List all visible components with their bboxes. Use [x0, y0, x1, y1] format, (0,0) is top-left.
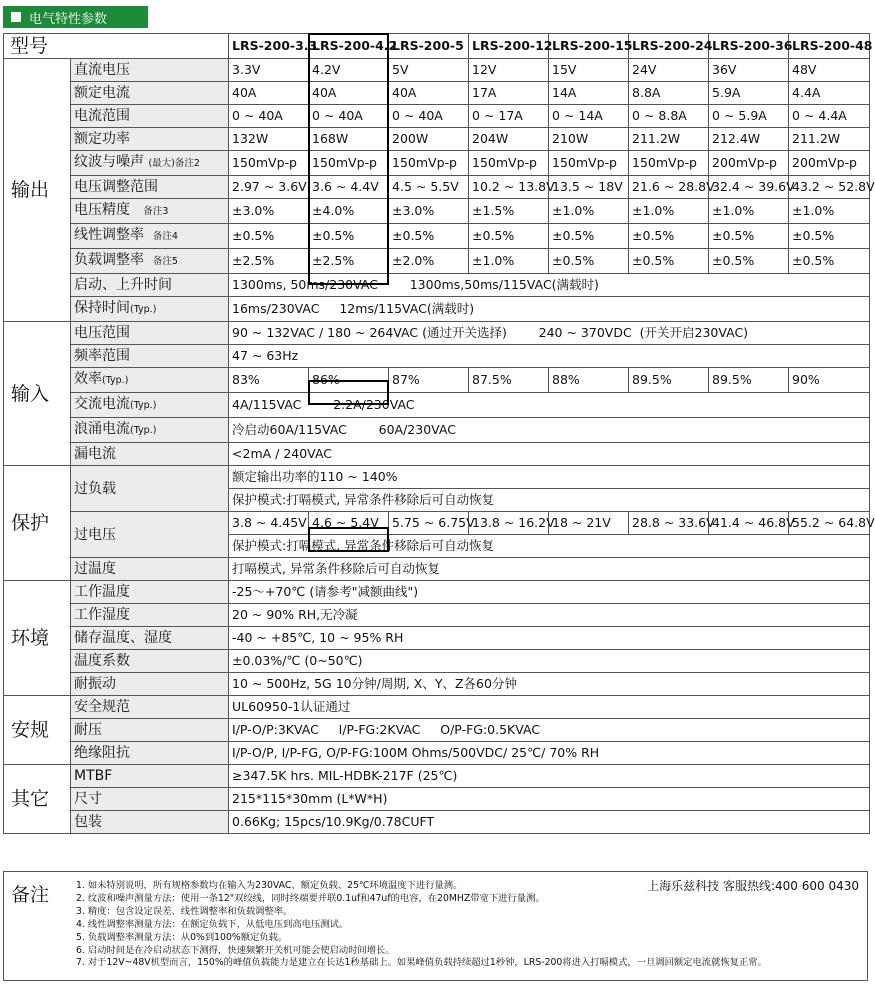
cell-value: ±2.5%	[229, 249, 309, 274]
row-label: 额定电流	[71, 82, 229, 105]
cell-value: 3.8 ~ 4.45V	[229, 512, 309, 535]
cell-value: 0 ~ 14A	[549, 105, 629, 128]
cell-value: I/P-O/P, I/P-FG, O/P-FG:100M Ohms/500VDC/ 25℃/ 70% RH	[229, 742, 870, 765]
cell-value: ±0.5%	[469, 224, 549, 249]
row-ac-current	[4, 393, 870, 418]
cell-value: 4.4A	[789, 82, 870, 105]
label-note: (Typ.)	[130, 304, 157, 315]
model-name: LRS-200-36	[709, 34, 789, 59]
row-frequency	[4, 345, 870, 368]
cell-value: <2mA / 240VAC	[229, 443, 870, 466]
cell-value: ±1.5%	[469, 199, 549, 224]
cell-value: 212.4W	[709, 128, 789, 151]
cell-value: ±0.03%/℃ (0~50℃)	[229, 650, 870, 673]
section-header	[3, 6, 148, 28]
cell-value: 41.4 ~ 46.8V	[709, 512, 789, 535]
row-label: 绝缘阻抗	[71, 742, 229, 765]
cell-value: 83%	[229, 368, 309, 393]
note-item: 7. 对于12V~48V机型而言，150%的峰值负载能力是建立在长达1秒基础上。如果峰值负载持续超过1秒钟，LRS-200将进入打嗝模式，一旦调回额定电流就恢复正常。	[76, 957, 767, 969]
note-item: 4. 线性调整率测量方法：在额定负载下，从低电压到高电压测试。	[76, 918, 349, 930]
row-label	[71, 297, 229, 322]
cell-value: ±0.5%	[229, 224, 309, 249]
cell-value: 保护模式:打嗝模式, 异常条件移除后可自动恢复	[229, 489, 870, 512]
cell-value: 额定输出功率的110 ~ 140%	[229, 466, 870, 489]
category-input: 输入	[4, 322, 71, 466]
row-inrush	[4, 418, 870, 443]
row-label: 启动、上升时间	[71, 274, 229, 297]
cell-value: 0 ~ 40A	[309, 105, 389, 128]
row-overvoltage-1	[4, 512, 870, 535]
cell-value: 200W	[389, 128, 469, 151]
cell-value: ±0.5%	[549, 249, 629, 274]
cell-value: ±0.5%	[789, 249, 870, 274]
cell-value: 47 ~ 63Hz	[229, 345, 870, 368]
row-label: 电流范围	[71, 105, 229, 128]
row-packing	[4, 811, 870, 834]
row-label: 频率范围	[71, 345, 229, 368]
label-text: 保持时间	[74, 300, 130, 316]
cell-value: 12V	[469, 59, 549, 82]
row-load-reg	[4, 249, 870, 274]
label-note: (最大)备注2	[148, 158, 200, 169]
cell-value: 150mVp-p	[469, 151, 549, 176]
row-withstand	[4, 719, 870, 742]
label-text: 交流电流	[74, 396, 130, 412]
cell-value: 13.8 ~ 16.2V	[469, 512, 549, 535]
row-setup-rise	[4, 274, 870, 297]
cell-value: 55.2 ~ 64.8V	[789, 512, 870, 535]
row-current-range	[4, 105, 870, 128]
row-overload-1	[4, 466, 870, 489]
cell-value: 88%	[549, 368, 629, 393]
cell-value: 5.9A	[709, 82, 789, 105]
cell-value: 0 ~ 8.8A	[629, 105, 709, 128]
cell-value: 89.5%	[629, 368, 709, 393]
label-note: (Typ.)	[130, 425, 157, 436]
cell-value: 21.6 ~ 28.8V	[629, 176, 709, 199]
cell-value: 保护模式:打嗝模式, 异常条件移除后可自动恢复	[229, 535, 870, 558]
cell-value: 1300ms, 50ms/230VAC 1300ms,50ms/115VAC(满载时)	[229, 274, 870, 297]
row-label	[71, 418, 229, 443]
row-working-humidity	[4, 604, 870, 627]
cell-value: ≥347.5K hrs. MIL-HDBK-217F (25℃)	[229, 765, 870, 788]
note-item: 2. 纹波和噪声测量方法：使用一条12"双绞线，同时终端要并联0.1uf和47uf的电容，在20MHZ带宽下进行量测。	[76, 892, 545, 904]
cell-value: 5.75 ~ 6.75V	[389, 512, 469, 535]
cell-value: 40A	[229, 82, 309, 105]
row-label	[71, 393, 229, 418]
cell-value: ±1.0%	[709, 199, 789, 224]
hotline: 上海乐兹科技 客服热线:400 600 0430	[647, 879, 859, 893]
cell-value: 211.2W	[629, 128, 709, 151]
row-label: MTBF	[71, 765, 229, 788]
cell-value: 4A/115VAC 2.2A/230VAC	[229, 393, 870, 418]
cell-value: 0 ~ 4.4A	[789, 105, 870, 128]
label-text: 电压精度	[74, 202, 130, 218]
cell-value: 48V	[789, 59, 870, 82]
cell-value: 打嗝模式, 异常条件移除后可自动恢复	[229, 558, 870, 581]
cell-value: 150mVp-p	[309, 151, 389, 176]
row-voltage-adj	[4, 176, 870, 199]
cell-value: 168W	[309, 128, 389, 151]
category-others: 其它	[4, 765, 71, 834]
model-name: LRS-200-48	[789, 34, 870, 59]
cell-value: 13.5 ~ 18V	[549, 176, 629, 199]
row-dc-voltage	[4, 59, 870, 82]
cell-value: 8.8A	[629, 82, 709, 105]
cell-value: UL60950-1认证通过	[229, 696, 870, 719]
cell-value: 10 ~ 500Hz, 5G 10分钟/周期, X、Y、Z各60分钟	[229, 673, 870, 696]
row-isolation	[4, 742, 870, 765]
model-name: LRS-200-15	[549, 34, 629, 59]
row-label: 安全规范	[71, 696, 229, 719]
row-label: 耐振动	[71, 673, 229, 696]
cell-value: 40A	[309, 82, 389, 105]
label-text: 负载调整率	[74, 252, 144, 268]
cell-value: 90%	[789, 368, 870, 393]
row-voltage-tol	[4, 199, 870, 224]
note-item: 3. 精度：包含设定误差、线性调整率和负载调整率。	[76, 905, 293, 917]
model-name: LRS-200-4.2	[309, 34, 389, 59]
note-item: 1. 如未特别说明，所有规格参数均在输入为230VAC、额定负载、25℃环境温度下进行量测。	[76, 880, 463, 891]
cell-value: ±0.5%	[629, 249, 709, 274]
category-environment: 环境	[4, 581, 71, 696]
notes-section	[3, 871, 868, 981]
model-name: LRS-200-3.3	[229, 34, 309, 59]
row-rated-power	[4, 128, 870, 151]
cell-value: ±0.5%	[389, 224, 469, 249]
cell-value: 150mVp-p	[549, 151, 629, 176]
cell-value: 89.5%	[709, 368, 789, 393]
row-input-voltage	[4, 322, 870, 345]
cell-value: ±0.5%	[709, 224, 789, 249]
cell-value: 90 ~ 132VAC / 180 ~ 264VAC (通过开关选择) 240 ~ 370VDC (开关开启230VAC)	[229, 322, 870, 345]
cell-value: 17A	[469, 82, 549, 105]
row-label	[71, 368, 229, 393]
cell-value: 200mVp-p	[709, 151, 789, 176]
cell-value: 132W	[229, 128, 309, 151]
category-output: 输出	[4, 59, 71, 322]
row-vibration	[4, 673, 870, 696]
row-label: 工作温度	[71, 581, 229, 604]
row-label: 过负载	[71, 466, 229, 512]
row-label	[71, 224, 229, 249]
category-notes: 备注	[11, 884, 50, 906]
cell-value: 16ms/230VAC 12ms/115VAC(满载时)	[229, 297, 870, 322]
model-name: LRS-200-12	[469, 34, 549, 59]
row-leakage	[4, 443, 870, 466]
row-label: 漏电流	[71, 443, 229, 466]
label-text: 效率	[74, 371, 102, 387]
row-label: 直流电压	[71, 59, 229, 82]
cell-value: 150mVp-p	[389, 151, 469, 176]
row-overtemp	[4, 558, 870, 581]
cell-value: 0 ~ 5.9A	[709, 105, 789, 128]
cell-value: 14A	[549, 82, 629, 105]
row-label: 过温度	[71, 558, 229, 581]
cell-value: 40A	[389, 82, 469, 105]
section-title: 电气特性参数	[29, 11, 108, 27]
label-note: 备注5	[152, 256, 178, 267]
cell-value: 0.66Kg; 15pcs/10.9Kg/0.78CUFT	[229, 811, 870, 834]
label-note: 备注4	[152, 231, 178, 242]
cell-value: 0 ~ 40A	[229, 105, 309, 128]
cell-value: ±3.0%	[389, 199, 469, 224]
cell-value: 200mVp-p	[789, 151, 870, 176]
cell-value: 5V	[389, 59, 469, 82]
row-label	[71, 249, 229, 274]
category-protection: 保护	[4, 466, 71, 581]
cell-value: ±2.0%	[389, 249, 469, 274]
row-label: 耐压	[71, 719, 229, 742]
row-label: 电压调整范围	[71, 176, 229, 199]
notes-list	[76, 880, 767, 970]
row-label: 工作湿度	[71, 604, 229, 627]
label-note: 备注3	[143, 206, 169, 217]
row-label: 储存温度、湿度	[71, 627, 229, 650]
row-label: 额定功率	[71, 128, 229, 151]
cell-value: 150mVp-p	[229, 151, 309, 176]
cell-value: 28.8 ~ 33.6V	[629, 512, 709, 535]
cell-value: 43.2 ~ 52.8V	[789, 176, 870, 199]
cell-value: 10.2 ~ 13.8V	[469, 176, 549, 199]
label-text: 纹波与噪声	[74, 154, 144, 170]
cell-value: 冷启动60A/115VAC 60A/230VAC	[229, 418, 870, 443]
row-rated-current	[4, 82, 870, 105]
cell-value: 215*115*30mm (L*W*H)	[229, 788, 870, 811]
cell-value: 32.4 ~ 39.6V	[709, 176, 789, 199]
cell-value: 87.5%	[469, 368, 549, 393]
cell-value: 86%	[309, 368, 389, 393]
model-name: LRS-200-5	[389, 34, 469, 59]
cell-value: ±2.5%	[309, 249, 389, 274]
category-safety: 安规	[4, 696, 71, 765]
row-storage	[4, 627, 870, 650]
cell-value: ±3.0%	[229, 199, 309, 224]
row-ripple	[4, 151, 870, 176]
row-label: 电压范围	[71, 322, 229, 345]
cell-value: 36V	[709, 59, 789, 82]
cell-value: 204W	[469, 128, 549, 151]
cell-value: ±0.5%	[709, 249, 789, 274]
cell-value: 20 ~ 90% RH,无冷凝	[229, 604, 870, 627]
row-efficiency	[4, 368, 870, 393]
cell-value: -40 ~ +85℃, 10 ~ 95% RH	[229, 627, 870, 650]
cell-value: 4.5 ~ 5.5V	[389, 176, 469, 199]
cell-value: ±0.5%	[789, 224, 870, 249]
cell-value: 24V	[629, 59, 709, 82]
model-label: 型号	[4, 34, 229, 59]
row-label: 过电压	[71, 512, 229, 558]
cell-value: 15V	[549, 59, 629, 82]
row-dimension	[4, 788, 870, 811]
cell-value: I/P-O/P:3KVAC I/P-FG:2KVAC O/P-FG:0.5KVAC	[229, 719, 870, 742]
cell-value: ±1.0%	[549, 199, 629, 224]
square-icon	[11, 12, 21, 22]
cell-value: 210W	[549, 128, 629, 151]
cell-value: 0 ~ 17A	[469, 105, 549, 128]
row-mtbf	[4, 765, 870, 788]
label-note: (Typ.)	[130, 400, 157, 411]
cell-value: 211.2W	[789, 128, 870, 151]
row-safety-standards	[4, 696, 870, 719]
cell-value: 3.6 ~ 4.4V	[309, 176, 389, 199]
cell-value: ±1.0%	[469, 249, 549, 274]
cell-value: ±1.0%	[629, 199, 709, 224]
cell-value: 18 ~ 21V	[549, 512, 629, 535]
row-label	[71, 199, 229, 224]
row-hold-up	[4, 297, 870, 322]
cell-value: 4.2V	[309, 59, 389, 82]
row-working-temp	[4, 581, 870, 604]
row-label	[71, 151, 229, 176]
row-label: 包装	[71, 811, 229, 834]
cell-value: ±1.0%	[789, 199, 870, 224]
cell-value: -25～+70℃ (请参考"减额曲线")	[229, 581, 870, 604]
label-text: 线性调整率	[74, 227, 144, 243]
cell-value: 0 ~ 40A	[389, 105, 469, 128]
cell-value: 3.3V	[229, 59, 309, 82]
label-note: (Typ.)	[102, 375, 129, 386]
cell-value: ±0.5%	[629, 224, 709, 249]
cell-value: 87%	[389, 368, 469, 393]
cell-value: ±4.0%	[309, 199, 389, 224]
label-text: 浪涌电流	[74, 421, 130, 437]
cell-value: 2.97 ~ 3.6V	[229, 176, 309, 199]
note-item: 6. 启动时间是在冷启动状态下测得，快速频繁开关机可能会使启动时间增长。	[76, 944, 395, 956]
row-label: 尺寸	[71, 788, 229, 811]
cell-value: 150mVp-p	[629, 151, 709, 176]
model-name: LRS-200-24	[629, 34, 709, 59]
cell-value: ±0.5%	[549, 224, 629, 249]
model-row	[4, 34, 870, 59]
note-item: 5. 负载调整率测量方法：从0%到100%额定负载。	[76, 931, 288, 943]
row-label: 温度系数	[71, 650, 229, 673]
row-temp-coeff	[4, 650, 870, 673]
spec-table	[3, 33, 875, 834]
row-line-reg	[4, 224, 870, 249]
cell-value: ±0.5%	[309, 224, 389, 249]
cell-value: 4.6 ~ 5.4V	[309, 512, 389, 535]
